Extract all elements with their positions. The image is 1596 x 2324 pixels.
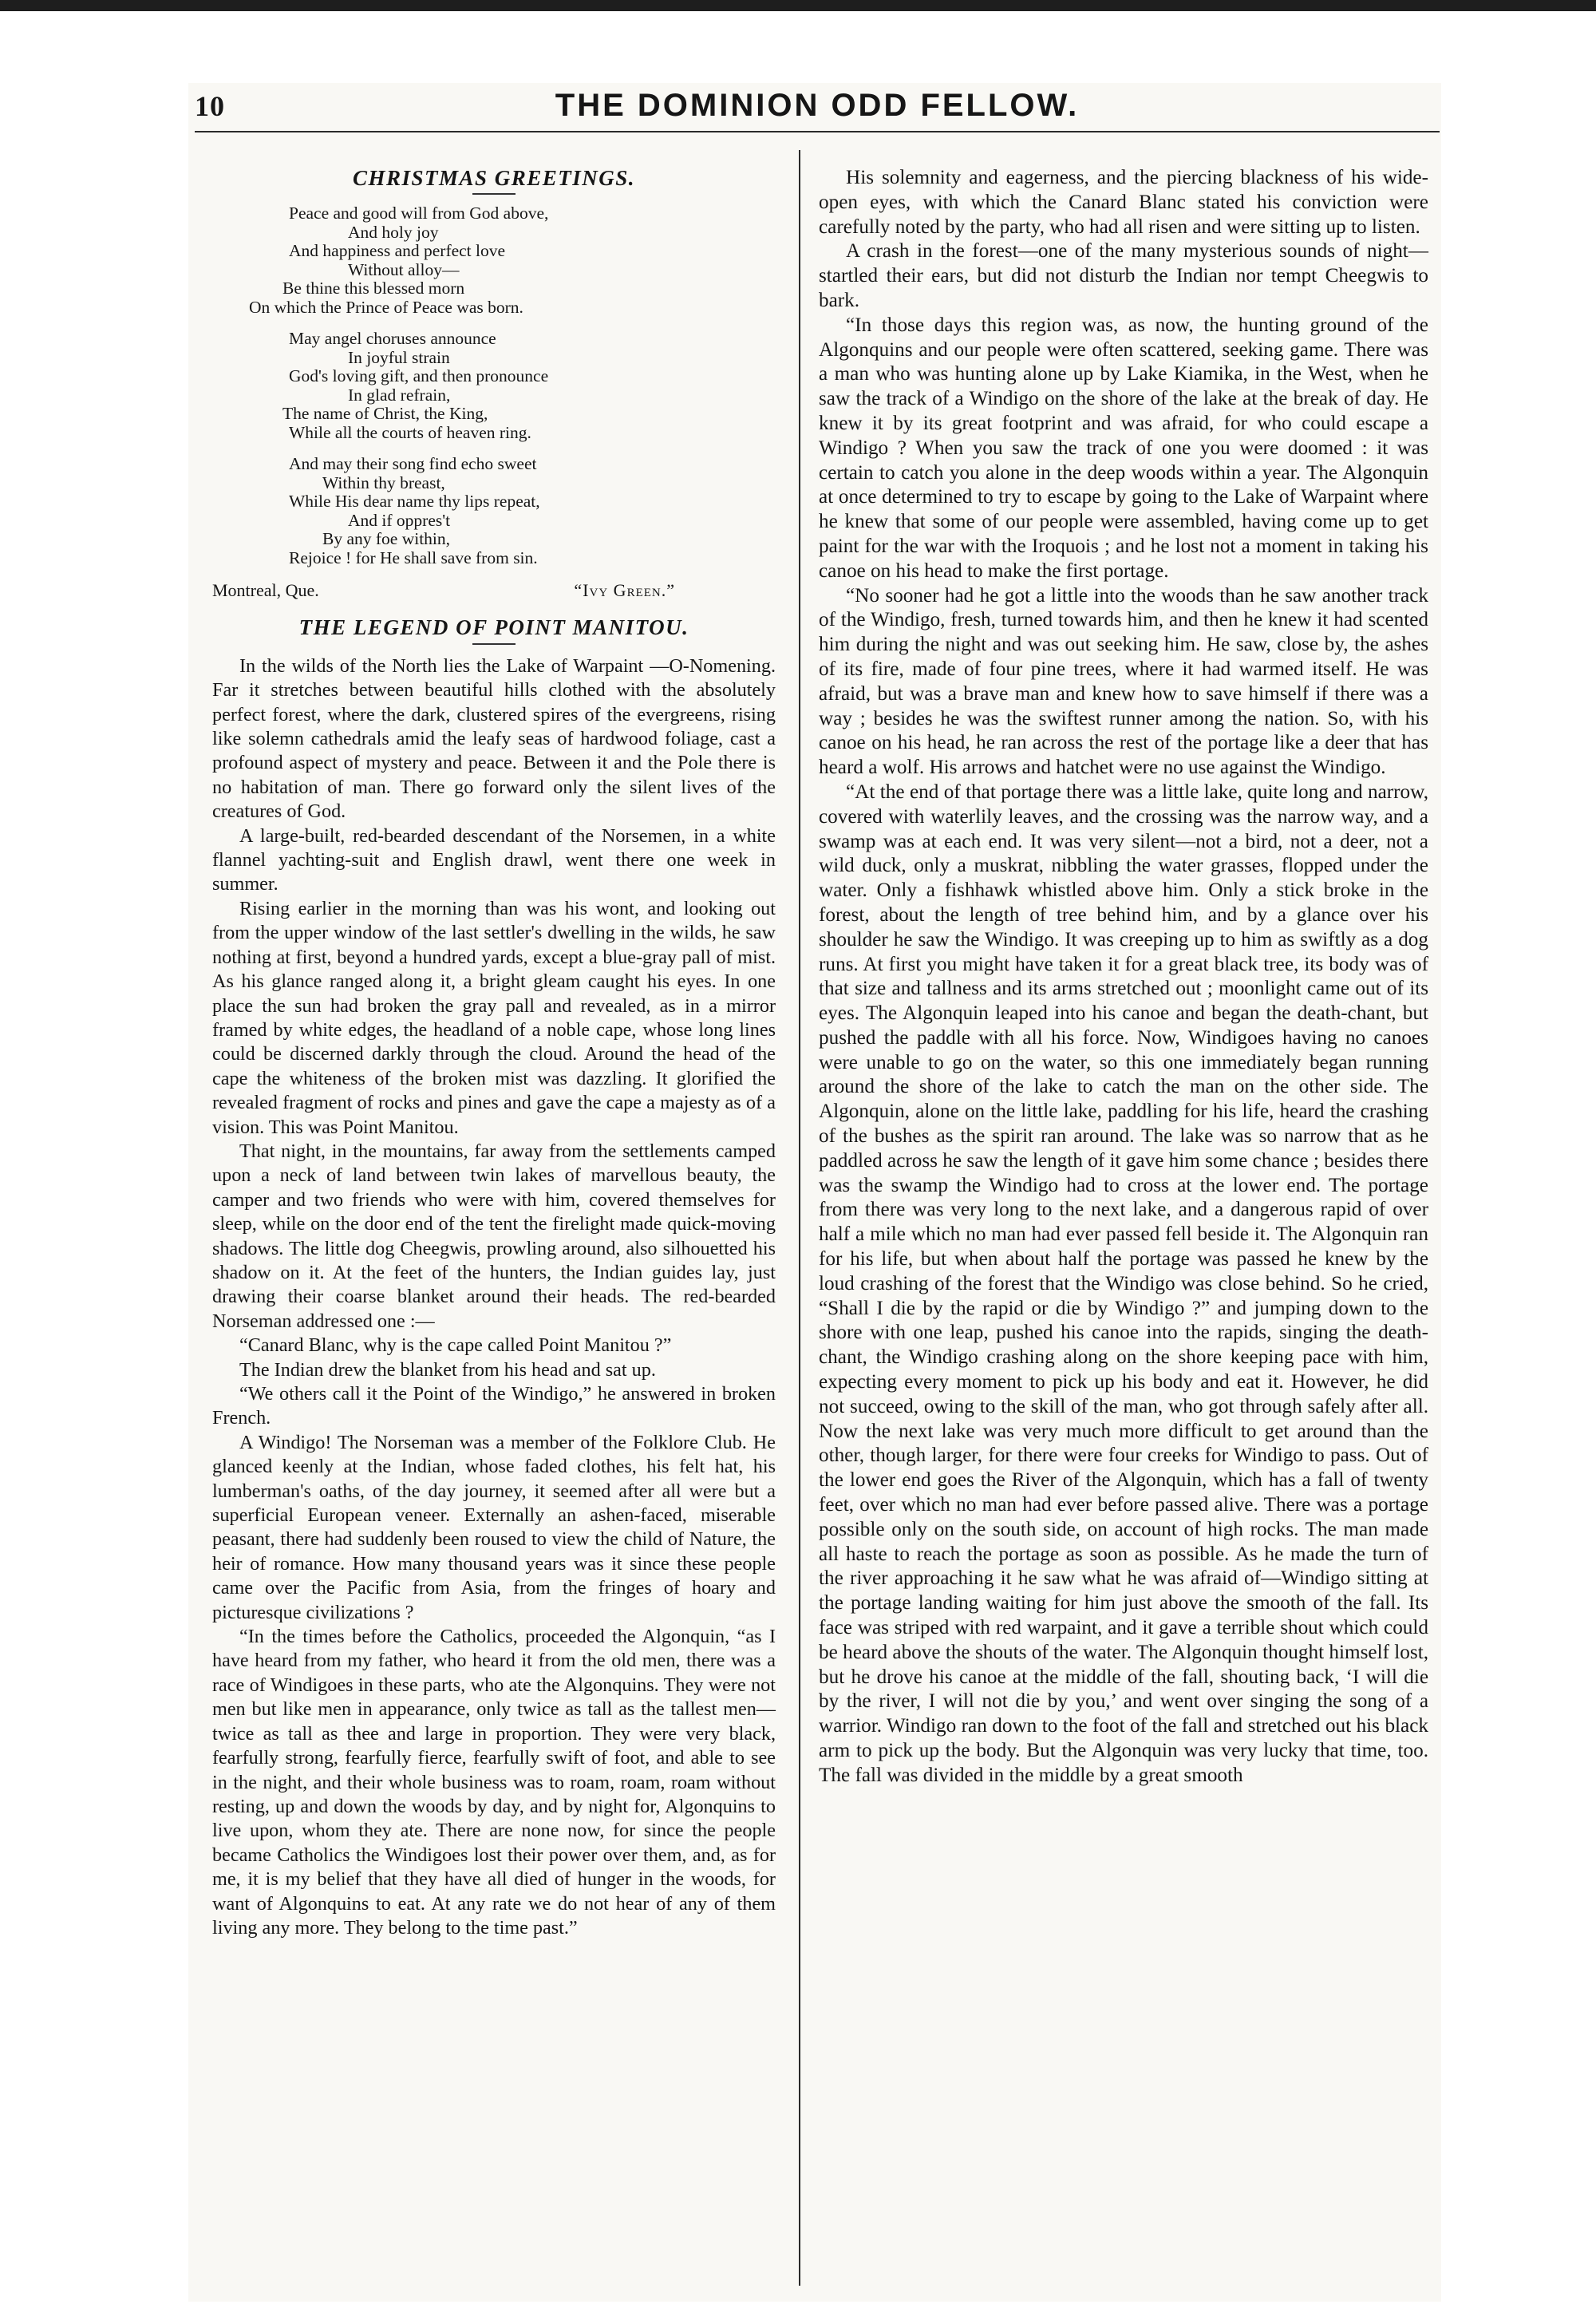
poem-line: By any foe within,	[322, 529, 451, 549]
title-rule	[472, 643, 516, 645]
legend-paragraph: In the wilds of the North lies the Lake of Warpaint —O-Nomening. Far it stretches between beautiful hills clothed with the absolutely perfect forest, where the dark, clustered spires of the evergreens, rising like solemn cathedrals amid the leafy seas of hardwood foliage, cast a profound aspect of mystery and peace. Between it and the Pole there is no habitation of man. There go forward only the silent lives of the creatures of God.	[212, 654, 776, 823]
column-divider	[799, 150, 800, 2286]
poem-line: Rejoice ! for He shall save from sin.	[289, 547, 538, 567]
legend-paragraph: “We others call it the Point of the Windigo,” he answered in broken French.	[212, 1383, 776, 1429]
poem-body	[212, 204, 776, 567]
legend-paragraph: That night, in the mountains, far away from the settlements camped upon a neck of land between twin lakes of marvellous beauty, the camper and two friends who were with him, covered themselves for sleep, while on the door end of the tent the firelight made quick-moving shadows. The little dog Cheegwis, prowling around, also silhouetted his shadow on it. At the feet of the hunters, the Indian guides lay, just drawing their coarse blanket around their heads. The red-bearded Norseman addressed one :—	[212, 1140, 776, 1332]
legend-paragraph: The Indian drew the blanket from his head and sat up.	[239, 1358, 656, 1381]
poem-line: Peace and good will from God above,	[289, 204, 549, 223]
scan-top-edge	[0, 0, 1596, 11]
legend-paragraph: His solemnity and eagerness, and the piercing blackness of his wide-open eyes, with which the Canard Blanc stated his conviction were carefully noted by the party, who had all risen and were sitting up to listen.	[819, 167, 1428, 238]
poem-place: Montreal, Que.	[212, 580, 319, 601]
poem-line: Within thy breast,	[322, 472, 445, 492]
poem-line: Without alloy—	[348, 259, 460, 279]
legend-paragraph: “At the end of that portage there was a little lake, quite long and narrow, covered with waterlily leaves, and the crossing was the narrow way, and a swamp was at each end. It was very silent—not a bird, not a deer, not a wild duck, only a muskrat, nibbling the water grasses, flopped under the water. Only a fishhawk whistled above him. Only a stick broke in the forest, about the length of tree behind him, and by a glance over his shoulder he saw the Windigo. It was creeping up to him as swiftly as a dog runs. At first you might have taken it for a great black tree, its body was of that size and tallness and its arms stretched out ; moonlight came out of its eyes. The Algonquin leaped into his canoe and began the death-chant, but pushed the paddle with all his force. Now, Windigoes having no canoes were unable to go on the water, so this one immediately began running around the shore of the lake to catch the man on the other side. The Algonquin, alone on the little lake, paddling for his life, heard the crashing of the bushes as the spirit ran around. The lake was so narrow that as he paddled across he saw the length of it gave him some chance ; besides there was the swamp the Windigo had to cross at the lower end. The portage from there was very long to the next lake, and a dangerous rapid of over half a mile which no man had ever passed fell beside it. The Algonquin ran for his life, but when about half the portage was passed he knew by the loud crashing of the forest that the Windigo was close behind. So he cried, “Shall I die by the rapid or die by Windigo ?” and jumping down to the shore with one leap, pushed his canoe into the rapids, singing the death-chant, the Windigo crashing along on the shore keeping pace with him, expecting every moment to pick up his body and eat it. However, he did not succeed, owing to the skill of the man, who got through safely after all. Now the next lake was very much more difficult to get around than the other, though larger, for there were four creeks for Windigo to pass. Out of the lower end goes the River of the Algonquin, which has a fall of twenty feet, over which no man had ever before passed alive. There was a portage possible only on the south side, on account of high rocks. The man made all haste to reach the portage as soon as possible. As he made the turn of the river approaching it he saw what he was afraid of—Windigo sitting at the portage landing waiting for him just above the smooth of the fall. Its face was striped with red warpaint, and it gave a terrible shout which could be heard above the shouts of the water. The Algonquin thought himself lost, but he drove his canoe at the middle of the fall, shouting back, ‘I will die by the river, I will not die by you,’ and went over singing the song of a warrior. Windigo ran down to the foot of the fall and stretched out his black arm to pick up the body. But the Algonquin was very lucky that time, too. The fall was divided in the middle by a great smooth	[819, 781, 1428, 1786]
poem-line: Be thine this blessed morn	[282, 279, 465, 298]
poem-line: And if oppres't	[348, 510, 451, 530]
legend-paragraph: A large-built, red-bearded descendant of the Norsemen, in a white flannel yachting-suit and English drawl, went there one week in summer.	[212, 824, 776, 895]
right-column	[819, 166, 1428, 2289]
poem-line: While His dear name thy lips repeat,	[289, 492, 540, 512]
poem-line: The name of Christ, the King,	[282, 404, 488, 424]
title-rule	[472, 193, 516, 195]
legend-paragraph: A crash in the forest—one of the many mysterious sounds of night—startled their ears, but did not disturb the Indian nor tempt Cheegwis to bark.	[819, 240, 1428, 311]
legend-paragraph: Rising earlier in the morning than was his wont, and looking out from the upper window of the last settler's dwelling in the wilds, he saw nothing at first, beyond a hundred yards, except a blue-gray pall of mist. As his glance ranged along it, a bright gleam caught his eyes. In one place the sun had broken the gray pall and revealed, as in a mirror framed by white edges, the headland of a noble cape, whose long lines could be discerned darkly through the cloud. Around the head of the cape the whiteness of the broken mist was dazzling. It glorified the revealed fragment of rocks and pines and gave the cape a majesty as of a vision. This was Point Manitou.	[212, 897, 776, 1138]
legend-paragraph: A Windigo! The Norseman was a member of the Folklore Club. He glanced keenly at the Indian, whose faded clothes, his felt hat, his lumberman's oaths, of the day journey, it seemed after all were but a superficial European veneer. Externally an ashen-faced, miserable peasant, there had suddenly been roused to view the child of Nature, the heir of romance. How many thousand years was it since these people came over the Pacific from Asia, from the fringes of hoary and picturesque civilizations ?	[212, 1431, 776, 1623]
legend-paragraph: “Canard Blanc, why is the cape called Point Manitou ?”	[239, 1334, 672, 1357]
legend-paragraph: “In those days this region was, as now, the hunting ground of the Algonquins and our people were often scattered, seeking game. There was a man who was hunting alone up by Lake Kiamika, in the West, when he saw the track of a Windigo on the shore of the lake at the break of day. He knew it by its great footprint and was afraid, for who could escape a Windigo ? When you saw the track of one you were doomed : it was certain to catch you alone in the deep woods within a year. The Algonquin at once determined to try to escape by going to the Lake of Warpaint where he knew that some of our people were assembled, having come up to get paint for the war with the Iroquois ; and he lost not a moment in taking his canoe on his head to make the first portage.	[819, 314, 1428, 582]
poem-line: In joyful strain	[348, 347, 450, 367]
poem-line: God's loving gift, and then pronounce	[289, 366, 549, 386]
poem-stanza	[212, 204, 776, 317]
masthead-title: THE DOMINION ODD FELLOW.	[555, 88, 1080, 123]
page-header	[195, 86, 1440, 126]
poem-title: CHRISTMAS GREETINGS.	[352, 166, 636, 190]
poem-line: And may their song find echo sweet	[289, 454, 537, 474]
header-rule	[195, 131, 1440, 132]
poem-stanza	[212, 455, 776, 567]
poem-line: While all the courts of heaven ring.	[289, 422, 531, 442]
poem-line: And holy joy	[348, 222, 439, 242]
poem-line: On which the Prince of Peace was born.	[249, 297, 523, 317]
page-number: 10	[195, 90, 225, 122]
poem-line: And happiness and perfect love	[289, 241, 506, 261]
left-column	[212, 166, 776, 2289]
poem-author: “Ivy Green.”	[574, 580, 675, 601]
poem-signature	[212, 579, 776, 601]
legend-title: THE LEGEND OF POINT MANITOU.	[298, 615, 689, 640]
poem-line: May angel choruses announce	[289, 329, 496, 349]
poem-stanza	[212, 330, 776, 442]
legend-paragraph: “In the times before the Catholics, proceeded the Algonquin, “as I have heard from my father, who heard it from the old men, there was a race of Windigoes in these parts, who ate the Algonquins. They were not men but like men in appearance, only twice as tall as the tallest men—twice as tall as thee and large in proportion. They were very black, fearfully strong, fearfully fierce, fearfully swift of foot, and able to see in the night, and their whole business was to roam, roam, roam without resting, up and down the woods by day, and by night for, Algonquins to live upon, whom they ate. There are none now, for since the people became Catholics the Windigoes lost their power over them, and, as for me, it is my belief that they have all died of hunger in the woods, for want of Algonquins to eat. At any rate we do not hear of any of them living any more. They belong to the time past.”	[212, 1626, 776, 1939]
legend-paragraph: “No sooner had he got a little into the woods than he saw another track of the Windigo, fresh, turned towards him, and then he knew it had scented him during the night and was out seeking him. He saw, close by, the ashes of its fire, made of four pine trees, where it had warmed itself. He was afraid, but was a brave man and knew how to save himself if there was a way ; besides he was the swiftest runner among the nation. So, with his canoe on his head, he ran across the rest of the portage like a deer that has heard a wolf. His arrows and hatchet were no use against the Windigo.	[819, 584, 1428, 779]
poem-line: In glad refrain,	[348, 385, 451, 405]
